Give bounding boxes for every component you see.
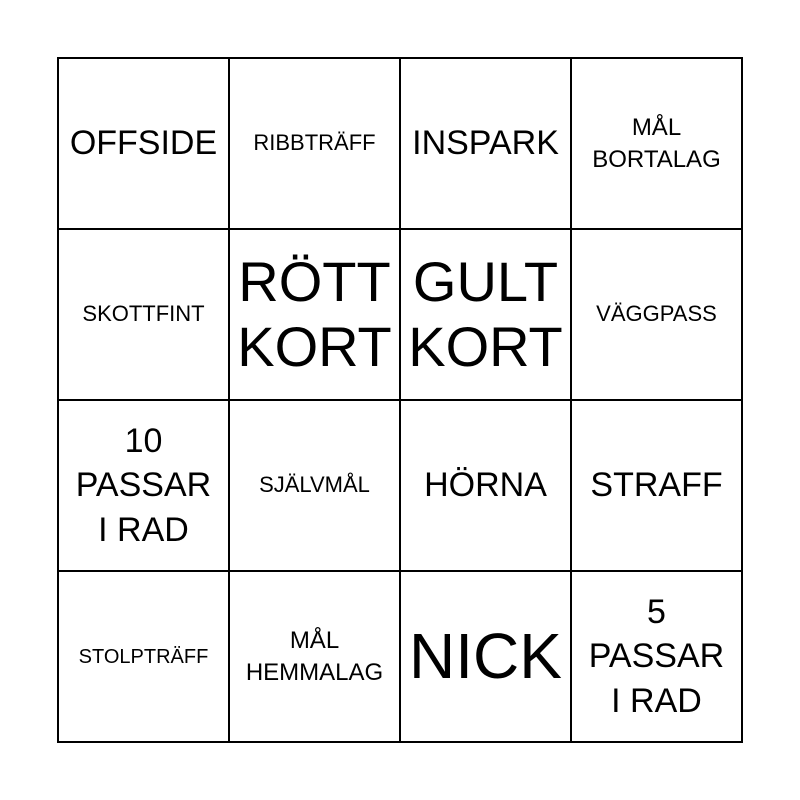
bingo-cell-5-passar-i-rad[interactable] (571, 571, 742, 742)
bingo-cell-rott-kort[interactable] (229, 229, 400, 400)
bingo-cell-vaggpass[interactable] (571, 229, 742, 400)
cell-label: SKOTTFINT (82, 301, 205, 327)
bingo-cell-offside[interactable] (58, 58, 229, 229)
bingo-board (57, 57, 743, 743)
cell-label: NICK (409, 620, 562, 693)
cell-label: SJÄLVMÅL (259, 472, 370, 498)
bingo-cell-gult-kort[interactable] (400, 229, 571, 400)
cell-label: HÖRNA (424, 466, 547, 505)
cell-label: GULT KORT (408, 250, 563, 378)
cell-label: MÅL HEMMALAG (245, 627, 384, 686)
bingo-cell-skottfint[interactable] (58, 229, 229, 400)
bingo-cell-stolptraff[interactable] (58, 571, 229, 742)
cell-label: 5 PASSAR I RAD (588, 593, 725, 720)
cell-label: INSPARK (412, 124, 559, 163)
bingo-cell-straff[interactable] (571, 400, 742, 571)
cell-label: STRAFF (590, 466, 723, 505)
bingo-cell-nick[interactable] (400, 571, 571, 742)
bingo-cell-inspark[interactable] (400, 58, 571, 229)
bingo-cell-mal-bortalag[interactable] (571, 58, 742, 229)
cell-label: VÄGGPASS (596, 301, 717, 327)
cell-label: STOLPTRÄFF (78, 645, 209, 668)
cell-label: 10 PASSAR I RAD (75, 422, 212, 549)
bingo-cell-mal-hemmalag[interactable] (229, 571, 400, 742)
cell-label: RIBBTRÄFF (253, 130, 376, 156)
bingo-cell-horna[interactable] (400, 400, 571, 571)
cell-label: MÅL BORTALAG (592, 114, 721, 173)
bingo-cell-10-passar-i-rad[interactable] (58, 400, 229, 571)
cell-label: OFFSIDE (69, 124, 218, 163)
cell-label: RÖTT KORT (237, 250, 392, 378)
bingo-cell-sjalvmal[interactable] (229, 400, 400, 571)
bingo-cell-ribbtraff[interactable] (229, 58, 400, 229)
